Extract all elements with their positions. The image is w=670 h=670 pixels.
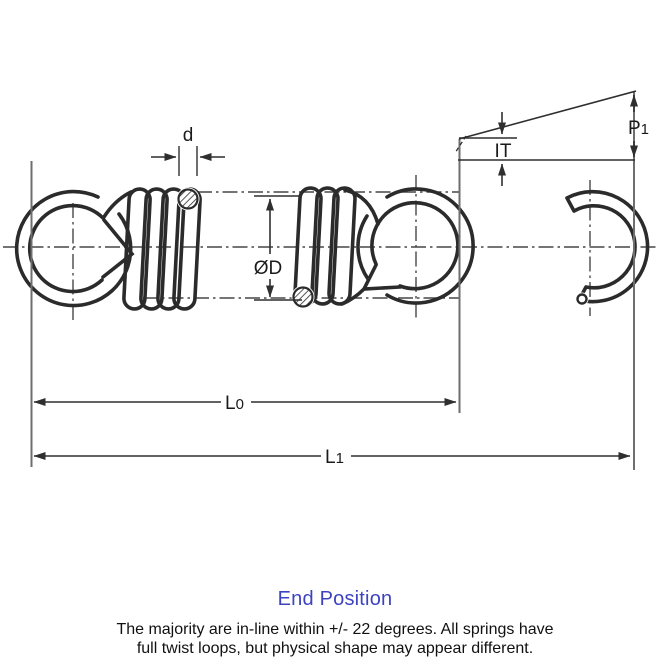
wire-section-hatched (179, 190, 198, 209)
reference-lines (455, 91, 636, 160)
dim-free-length (34, 393, 456, 414)
dim-wire-diameter (151, 125, 225, 176)
caption-note-line1: The majority are in-line within +/- 22 degrees. All springs have (116, 621, 554, 638)
od-label: ØD (253, 258, 283, 279)
d-label: d (182, 125, 194, 146)
right-hook-c-shape (567, 192, 648, 302)
l0-label: L0 (225, 393, 244, 414)
dim-load-position (628, 95, 649, 157)
caption-note (0, 620, 670, 658)
middle-hook-inner-arc (372, 203, 458, 289)
middle-hook-transition (345, 190, 378, 224)
wire-section-hatched (294, 288, 313, 307)
load-slant-line (459, 91, 636, 139)
wire-tip-circle (578, 295, 587, 304)
dim-overall-length (34, 447, 630, 468)
middle-hook-wedge-to-coil (342, 289, 364, 304)
caption-title: End Position (277, 588, 393, 610)
p1-label: P1 (627, 118, 649, 139)
left-hook-inner-arc (30, 206, 103, 292)
right-hook-end-view (567, 192, 648, 306)
caption-note-line2: full twist loops, but physical shape may appear different. (136, 640, 534, 657)
middle-hook-wedge (364, 265, 400, 289)
left-spring-hook (17, 192, 132, 306)
l1-label: L1 (325, 447, 344, 468)
it-label: IT (494, 141, 512, 162)
dim-initial-tension (495, 112, 512, 186)
